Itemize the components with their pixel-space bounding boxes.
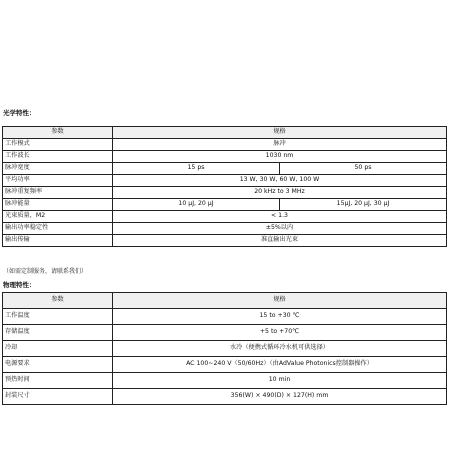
table-header-row [3,293,447,309]
header-spec: 规格 [113,127,447,139]
table-row [3,325,447,341]
optical-section-title: 光学特性： [3,109,36,117]
row-value: 1030 nm [113,151,447,163]
row-label: 工作温度 [3,309,113,325]
row-label: 脉冲宽度 [3,163,113,175]
table-row [3,341,447,357]
row-value: 356(W) × 490(D) × 127(H) mm [113,389,447,405]
row-value: 10 min [113,373,447,389]
row-value: +5 to +70℃ [113,325,447,341]
row-value: 脉冲 [113,139,447,151]
header-spec: 规格 [113,293,447,309]
row-label: 工作模式 [3,139,113,151]
table-row [3,235,447,247]
table-row [3,373,447,389]
row-value-b: 15μJ, 20 μJ, 30 μJ [280,199,447,211]
table-row [3,223,447,235]
row-label: 存储温度 [3,325,113,341]
table-row [3,187,447,199]
row-value-a: 15 ps [113,163,280,175]
row-label: 工作波长 [3,151,113,163]
row-value: 15 to +30 ℃ [113,309,447,325]
row-value: 准直输出光束 [113,235,447,247]
row-label: 封装尺寸 [3,389,113,405]
header-param: 参数 [3,293,113,309]
row-label: 平均功率 [3,175,113,187]
row-value-a: 10 μJ, 20 μJ [113,199,280,211]
table-row [3,309,447,325]
row-label: 电源要求 [3,357,113,373]
row-label: 输出功率稳定性 [3,223,113,235]
table-row [3,163,447,175]
row-label: 冷却 [3,341,113,357]
row-value: ±5%以内 [113,223,447,235]
row-label: 光束质量，M2 [3,211,113,223]
table-row [3,139,447,151]
table-header-row [3,127,447,139]
table-row [3,211,447,223]
row-label: 脉冲能量 [3,199,113,211]
row-value: 13 W, 30 W, 60 W, 100 W [113,175,447,187]
table-row [3,151,447,163]
row-label: 预热时间 [3,373,113,389]
row-value: AC 100~240 V（50/60Hz）（由AdValue Photonics控制器操作） [113,357,447,373]
table-row [3,175,447,187]
row-label: 输出传输 [3,235,113,247]
row-value: < 1.3 [113,211,447,223]
physical-section-title: 物理特性： [3,281,36,289]
custom-service-note: （如需定制服务，请联系我们） [3,268,88,275]
row-value: 20 kHz to 3 MHz [113,187,447,199]
row-value-b: 50 ps [280,163,447,175]
optical-spec-table [2,126,447,247]
table-row [3,389,447,405]
physical-spec-table [2,292,447,405]
table-row [3,199,447,211]
header-param: 参数 [3,127,113,139]
table-row [3,357,447,373]
row-value: 水冷（便携式循环冷水机可供选择） [113,341,447,357]
row-label: 脉冲重复频率 [3,187,113,199]
